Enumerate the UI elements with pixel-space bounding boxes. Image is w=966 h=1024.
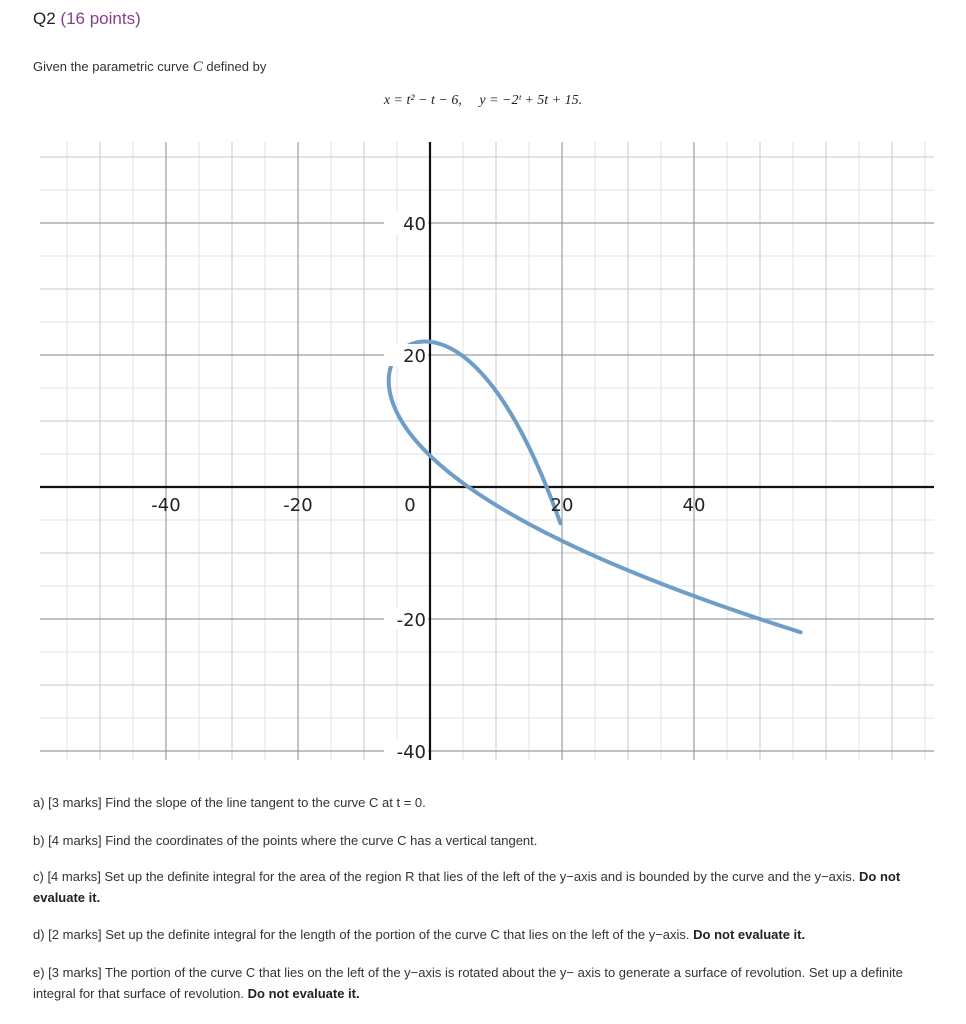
intro-curve-var: C bbox=[192, 59, 203, 75]
y-tick-label: -40 bbox=[396, 742, 426, 763]
parametric-equation bbox=[0, 93, 966, 109]
equation-y: y = −2ᵗ + 5t + 15. bbox=[479, 93, 583, 108]
part-d-text: d) [2 marks] Set up the definite integral for the length of the portion of the curve C that lies on the left of the y−axis. bbox=[33, 927, 690, 942]
y-tick-label: 40 bbox=[403, 214, 426, 235]
part-c bbox=[33, 866, 948, 908]
question-points: (16 points) bbox=[60, 9, 141, 28]
graph-axes bbox=[40, 142, 934, 760]
part-d bbox=[33, 924, 948, 945]
y-tick-label: -20 bbox=[396, 610, 426, 631]
grid-minor-lines bbox=[40, 142, 934, 760]
part-b-text: b) [4 marks] Find the coordinates of the points where the curve C has a vertical tangent. bbox=[33, 833, 538, 848]
part-b bbox=[33, 830, 948, 851]
part-e-instruction: Do not evaluate it. bbox=[247, 986, 360, 1001]
question-number: Q2 bbox=[33, 9, 56, 28]
curve-graph bbox=[0, 130, 966, 770]
y-tick-label: 20 bbox=[403, 346, 426, 367]
part-e bbox=[33, 962, 948, 1004]
intro-text: Given the parametric curve bbox=[33, 59, 190, 74]
part-c-instruction: Do not evaluate it. bbox=[33, 869, 901, 905]
question-intro bbox=[33, 59, 266, 76]
intro-text-end: defined by bbox=[206, 59, 267, 74]
part-e-text: e) [3 marks] The portion of the curve C that lies on the left of the y−axis is rotated about the y− axis to generate a surface of revolution. Set up a definite integral for that surface of revolution. bbox=[33, 965, 903, 1001]
x-tick-label: -40 bbox=[151, 495, 181, 516]
part-c-text: c) [4 marks] Set up the definite integral for the area of the region R that lies of the left of the y−axis and is bounded by the curve and the y−axis. bbox=[33, 869, 856, 884]
equation-x: x = t² − t − 6, bbox=[383, 93, 462, 108]
part-d-instruction: Do not evaluate it. bbox=[693, 927, 806, 942]
question-title bbox=[33, 9, 141, 29]
part-a-text: a) [3 marks] Find the slope of the line tangent to the curve C at t = 0. bbox=[33, 795, 426, 810]
x-tick-label: 20 bbox=[550, 495, 574, 516]
grid-major-lines bbox=[40, 142, 934, 760]
x-tick-label: 40 bbox=[682, 495, 706, 516]
part-a bbox=[33, 792, 948, 813]
x-tick-label: -20 bbox=[283, 495, 313, 516]
x-tick-label: 0 bbox=[404, 495, 416, 516]
